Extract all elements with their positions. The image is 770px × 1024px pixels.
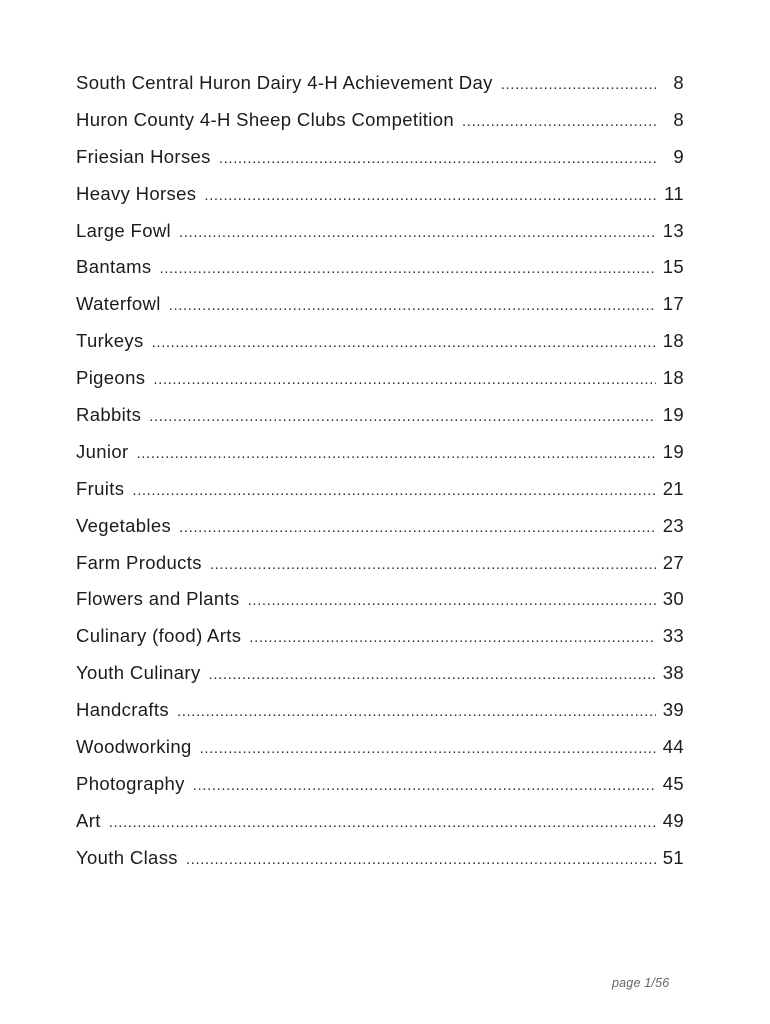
toc-entry-title: Junior (76, 440, 129, 462)
toc-entry-title: Handcrafts (76, 699, 169, 721)
toc-entry (76, 212, 684, 249)
dot-leader (219, 140, 656, 178)
dot-leader (179, 214, 656, 252)
toc-entry (76, 175, 684, 212)
page-number-footer: page 1/56 (612, 976, 670, 990)
toc-entry-title: Large Fowl (76, 219, 172, 241)
dot-leader (193, 767, 656, 805)
toc-entry-page-number: 27 (662, 551, 684, 573)
toc-entry-page-number: 19 (662, 440, 684, 462)
toc-entry-page-number: 44 (662, 736, 684, 758)
dot-leader (169, 287, 656, 325)
toc-entry (76, 138, 684, 175)
dot-leader (149, 398, 656, 436)
toc-entry (76, 433, 684, 470)
toc-entry-page-number: 17 (662, 293, 684, 315)
toc-entry-title: Flowers and Plants (76, 588, 240, 610)
toc-entry-page-number: 49 (662, 809, 684, 831)
toc-entry (76, 839, 684, 876)
toc-entry (76, 322, 684, 359)
toc-entry (76, 507, 684, 544)
toc-entry-title: Youth Class (76, 846, 178, 868)
toc-entry-page-number: 8 (673, 72, 684, 93)
dot-leader (186, 841, 656, 879)
toc-entry-page-number: 15 (662, 256, 684, 278)
toc-entry-page-number: 11 (664, 182, 684, 204)
toc-entry-title: Photography (76, 772, 185, 794)
toc-entry (76, 580, 684, 617)
dot-leader (159, 250, 656, 288)
dot-leader (204, 177, 656, 215)
toc-entry (76, 802, 684, 839)
toc-entry-title: Art (76, 809, 101, 831)
toc-entry-page-number: 45 (662, 772, 684, 794)
toc-entry (76, 470, 684, 507)
toc-entry-title: Pigeons (76, 367, 146, 389)
table-of-contents (76, 64, 684, 876)
toc-entry-title: Friesian Horses (76, 145, 211, 167)
toc-entry (76, 654, 684, 691)
dot-leader (137, 435, 657, 473)
toc-entry (76, 101, 684, 138)
toc-entry (76, 248, 684, 285)
toc-entry-page-number: 19 (662, 404, 684, 426)
toc-entry (76, 544, 684, 581)
dot-leader (200, 730, 656, 768)
toc-entry (76, 285, 684, 322)
toc-entry-page-number: 30 (662, 588, 684, 610)
toc-entry (76, 691, 684, 728)
toc-entry-title: Vegetables (76, 514, 172, 536)
toc-entry-title: South Central Huron Dairy 4-H Achievement Day (76, 72, 493, 93)
toc-entry-title: Youth Culinary (76, 662, 201, 684)
toc-entry-page-number: 39 (662, 699, 684, 721)
dot-leader (248, 582, 656, 620)
toc-entry-title: Culinary (food) Arts (76, 625, 242, 647)
dot-leader (462, 103, 656, 141)
toc-entry-title: Bantams (76, 256, 152, 278)
dot-leader (152, 324, 656, 362)
toc-entry-page-number: 8 (673, 108, 684, 130)
toc-entry-title: Farm Products (76, 551, 202, 573)
toc-entry (76, 64, 684, 101)
dot-leader (177, 693, 656, 731)
toc-entry-title: Woodworking (76, 736, 192, 758)
dot-leader (209, 656, 656, 694)
toc-entry-page-number: 18 (662, 367, 684, 389)
toc-entry (76, 359, 684, 396)
toc-entry-page-number: 51 (662, 846, 684, 868)
dot-leader (210, 546, 656, 584)
toc-entry-page-number: 23 (662, 514, 684, 536)
dot-leader (132, 472, 656, 510)
toc-entry-page-number: 13 (662, 219, 684, 241)
toc-entry-title: Fruits (76, 477, 125, 499)
toc-entry-page-number: 21 (662, 477, 684, 499)
toc-entry-page-number: 9 (673, 145, 684, 167)
dot-leader (249, 619, 656, 657)
toc-entry-page-number: 38 (662, 662, 684, 684)
toc-entry-title: Turkeys (76, 330, 144, 352)
dot-leader (153, 361, 656, 399)
toc-entry-title: Huron County 4-H Sheep Clubs Competition (76, 108, 455, 130)
dot-leader (179, 509, 656, 547)
toc-entry-page-number: 18 (662, 330, 684, 352)
dot-leader (501, 66, 656, 104)
toc-entry-title: Waterfowl (76, 293, 161, 315)
dot-leader (109, 804, 656, 842)
toc-entry-title: Rabbits (76, 404, 142, 426)
toc-entry (76, 728, 684, 765)
toc-entry-title: Heavy Horses (76, 182, 197, 204)
toc-entry-page-number: 33 (662, 625, 684, 647)
toc-entry (76, 765, 684, 802)
toc-entry (76, 617, 684, 654)
toc-entry (76, 396, 684, 433)
